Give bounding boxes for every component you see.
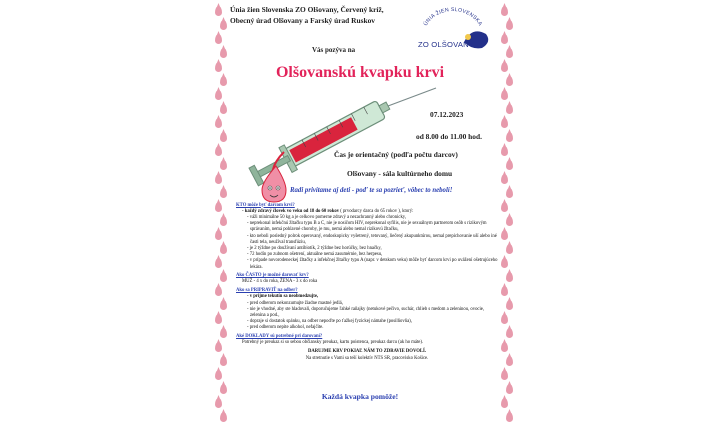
question-who: KTO môže byť darcom krvi? <box>236 202 295 208</box>
blood-drop-icon <box>220 48 227 58</box>
blood-drop-icon <box>506 216 513 226</box>
time-note: Čas je orientačný (podľa počtu darcov) <box>334 150 458 159</box>
blood-drop-icon <box>506 356 513 366</box>
prepare-item: - dopraje si dostatok spánku, na odber nepoďte po ťažkej fyzickej námahe (posilňovňa), <box>247 319 412 325</box>
blood-drop-icon <box>501 314 508 324</box>
question-how-often: Ako ČASTO je možné darovať krv? <box>236 273 309 279</box>
blood-drop-icon <box>220 188 227 198</box>
blood-drop-icon <box>215 286 222 296</box>
blood-drop-icon <box>220 244 227 254</box>
blood-drop-icon <box>215 174 222 184</box>
who-item: - je 2 týždne po doužívaní antibiotík, 2 týždne bez horúčky, bez hnačky, <box>247 245 382 251</box>
blood-drop-icon <box>220 104 227 114</box>
blood-drop-icon <box>501 174 508 184</box>
blood-drop-icon <box>506 412 513 422</box>
who-item: - neprekonal infekčnú žltačku typu B a C, nie je nosičom HIV, neprekonal syfilis, nie je sexuálnym partnerom osôb s rizikovým správaním, nemá pohlavné choroby, je mu, nemá alebo nemal rizikovú žltačku, <box>247 221 487 233</box>
who-lead-rest: ( prvodarcy darca do 65 rokov ), ktorý: <box>339 208 414 214</box>
blood-drop-icon <box>220 356 227 366</box>
blood-drop-icon <box>215 34 222 44</box>
blood-drop-icon <box>501 286 508 296</box>
left-drop-border <box>214 0 228 420</box>
blood-drop-icon <box>501 398 508 408</box>
blood-drop-icon <box>501 118 508 128</box>
who-item: - 72 hodín po zubnom ošetrení, aktuálne nemá zasumérnie, bez herpesu, <box>247 252 383 258</box>
blood-drop-icon <box>501 34 508 44</box>
blood-drop-icon <box>506 160 513 170</box>
blood-drop-icon <box>215 370 222 380</box>
blood-drop-icon <box>506 104 513 114</box>
blood-drop-icon <box>506 328 513 338</box>
event-title: Olšovanskú kvapku krvi <box>275 64 445 81</box>
blood-drop-icon <box>501 342 508 352</box>
blood-drop-icon <box>506 48 513 58</box>
blood-drop-icon <box>220 160 227 170</box>
blood-drop-icon <box>501 146 508 156</box>
prepare-item: - pred odberom nepite alkohol, nefajčite. <box>247 325 324 331</box>
blood-drop-icon <box>506 244 513 254</box>
blood-drop-icon <box>215 342 222 352</box>
who-item: - v prípade novorodeneckej žltačky a infekčnej žltačky typu A (napr. v detskom veku) môže byť darcom krvi po uvážení ošetrujúceho lekára. <box>247 258 498 270</box>
blood-drop-icon <box>220 384 227 394</box>
organizers-line-2: Obecný úrad Olšovany a Farský úrad Ruskov <box>230 16 375 25</box>
blood-drop-icon <box>506 132 513 142</box>
blood-drop-icon <box>220 300 227 310</box>
blood-drop-icon <box>215 146 222 156</box>
organizers-line-1: Únia žien Slovenska ZO Olšovany, Červený kríž, <box>230 5 384 14</box>
invite-text: Vás pozýva na <box>312 46 356 54</box>
blood-drop-icon <box>215 230 222 240</box>
blood-drop-icon <box>506 300 513 310</box>
prepare-item: - nie je vhodné, aby ste hladovali, doporučujeme ľahké raňajky (netukové pečivo, suchár, chlieb s medom a zeleninou, ovocie, zelenina a pod., <box>247 306 485 318</box>
event-date: 07.12.2023 <box>430 110 464 119</box>
blood-drop-icon <box>501 202 508 212</box>
prepare-item: - v prijme tekutín sa neobmedzujte, <box>247 294 319 300</box>
final-slogan: Každá kvapka pomôže! <box>321 392 399 401</box>
blood-drop-icon <box>215 258 222 268</box>
event-time: od 8.00 do 11.00 hod. <box>416 132 482 141</box>
syringe-barrel <box>279 93 395 172</box>
blood-drop-icon <box>220 216 227 226</box>
logo-bottom-text: ZO OLŠOVANY <box>418 40 475 49</box>
blood-drop-icon <box>506 272 513 282</box>
blood-drop-icon <box>506 20 513 30</box>
how-often-answer: MUŽ - 4 x do roka, ŽENA - 3 x do roka <box>242 279 318 285</box>
documents-answer: Potrebný je preukaz si so sebou občiansky preukaz, kartu poistenca, preukaz darcu (ak ho máte). <box>242 340 424 346</box>
blood-drop-icon <box>220 132 227 142</box>
blood-drop-icon <box>220 272 227 282</box>
blood-drop-icon <box>501 90 508 100</box>
blood-drop-icon <box>501 258 508 268</box>
welcome-text: Radi privítame aj deti - poď te sa pozrieť, vôbec to nebolí! <box>290 187 453 194</box>
donor-info <box>236 200 498 362</box>
closing-line-1: DARUJME KRV POKIAĽ NÁM TO ZDRAVIE DOVOLÍ. <box>307 349 427 355</box>
prepare-item: - pred odberom nekonzumujte žiadne mastné jedlá, <box>247 300 343 306</box>
blood-drop-icon <box>501 62 508 72</box>
blood-drop-icon <box>215 314 222 324</box>
blood-drop-icon <box>501 370 508 380</box>
blood-drop-icon <box>220 76 227 86</box>
blood-drop-icon <box>220 20 227 30</box>
who-lead-bold: - každý zdravý človek vo veku od 18 do 60 rokov <box>242 208 340 214</box>
event-place: Olšovany - sála kultúrneho domu <box>347 169 453 178</box>
blood-drop-icon <box>220 328 227 338</box>
closing-line-2: Na stretnutie s Vami sa teší kolektív NTS SR, pracovisko Košice. <box>305 355 429 361</box>
blood-drop-icon <box>220 412 227 422</box>
who-item: - váži minimálne 50 kg a je celkovo pomerne zdravý a nezachranný alebo chronicky, <box>247 214 407 220</box>
blood-drop-icon <box>506 188 513 198</box>
svg-text:ÚNIA ŽIEN SLOVENSKA <box>422 7 483 27</box>
blood-drop-icon <box>501 230 508 240</box>
blood-drop-icon <box>215 202 222 212</box>
blood-drop-icon <box>215 62 222 72</box>
question-documents: Aké DOKLADY sú potrebné pri darovaní? <box>236 334 323 340</box>
right-drop-border <box>500 0 514 420</box>
blood-drop-icon <box>215 6 222 16</box>
blood-drop-icon <box>501 6 508 16</box>
blood-drop-icon <box>506 76 513 86</box>
needle <box>388 88 436 106</box>
question-prepare: Ako sa PRIPRAVIŤ na odber? <box>236 288 298 294</box>
organizers <box>230 4 420 26</box>
blood-drop-icon <box>215 118 222 128</box>
blood-drop-icon <box>215 398 222 408</box>
blood-drop-icon <box>506 384 513 394</box>
who-item: - kto neboli posledný polrok operovaný, endoskopicky vyšetrený, tetovaný, liečený akupunktúrou, nemal prepichovanie uší alebo iné časti tela, neužíval transfúziu, <box>247 233 497 245</box>
logo-arc-text: ÚNIA ŽIEN SLOVENSKA <box>422 6 484 28</box>
blood-drop-icon <box>215 90 222 100</box>
